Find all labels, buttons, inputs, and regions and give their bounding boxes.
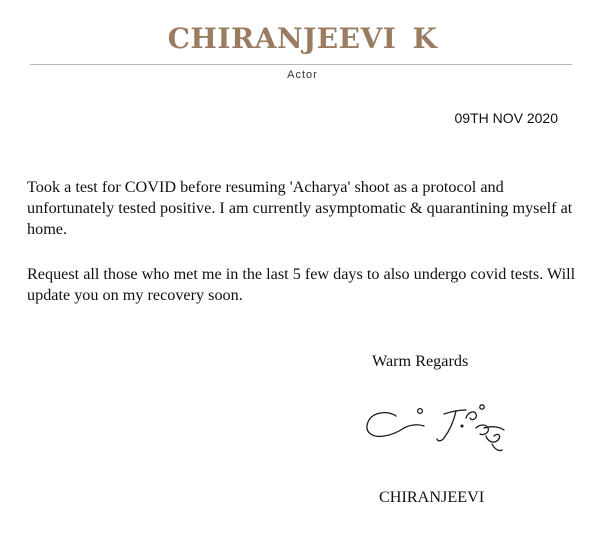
signature-icon bbox=[358, 398, 518, 460]
letter-date: 09TH NOV 2020 bbox=[454, 110, 558, 126]
letterhead-divider bbox=[30, 64, 572, 65]
body-paragraph-1: Took a test for COVID before resuming 'Acharya' shoot as a protocol and unfortunately tested positive. I am currently asymptomatic & quarantining myself at home. bbox=[27, 178, 573, 238]
letterhead-name: CHIRANJEEVI K bbox=[167, 22, 438, 55]
letterhead-subtitle: Actor bbox=[287, 69, 318, 81]
signatory-name: CHIRANJEEVI bbox=[379, 488, 485, 506]
closing-salutation: Warm Regards bbox=[372, 352, 469, 370]
body-paragraph-2: Request all those who met me in the last 5 few days to also undergo covid tests. Will update you on my recovery soon. bbox=[27, 265, 576, 304]
